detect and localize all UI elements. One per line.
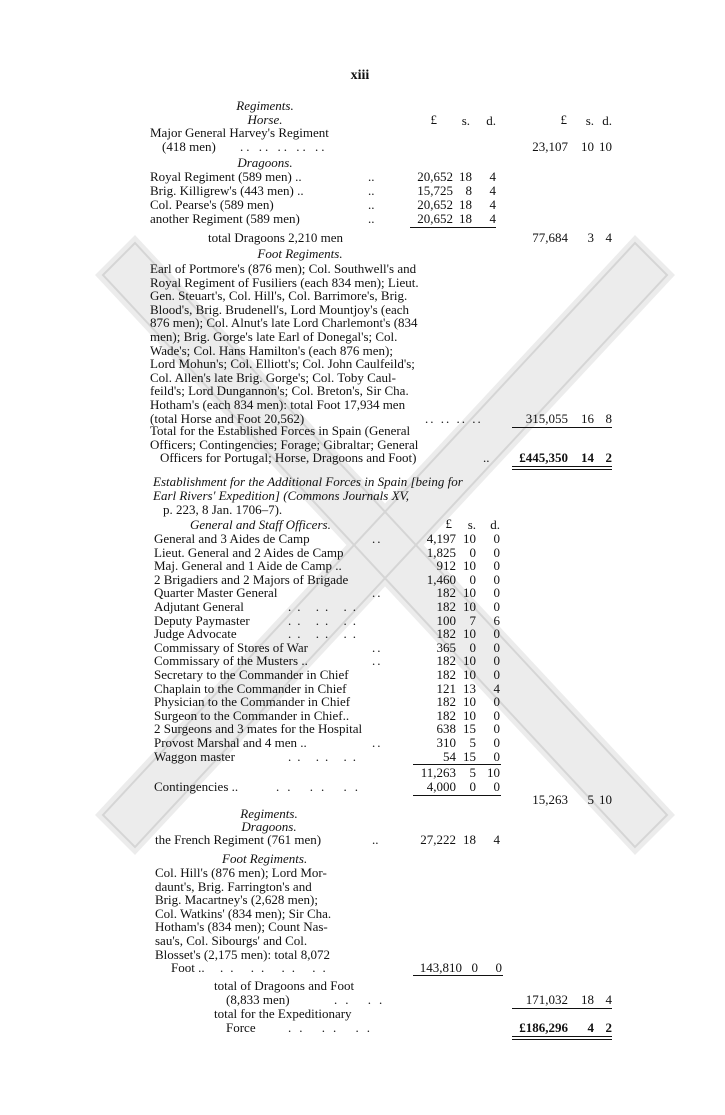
staff-pence: 0 [493,585,500,601]
staff-shillings: 10 [463,653,476,669]
staff-pounds: 912 [436,558,456,574]
expedition-foot-dots: .. .. .. .. [220,960,333,975]
expedition-total-pence: 2 [605,1020,612,1035]
dragoon-dots: .. [368,211,375,226]
dragoons-foot-total-shillings: 18 [581,992,594,1007]
staff-dots: .. .. .. [288,599,362,614]
staff-name: Quarter Master General [154,585,278,601]
staff-total-pounds: 15,263 [532,792,568,807]
expedition-force-label: Force [226,1020,256,1035]
french-regiment-pounds: 27,222 [420,832,456,847]
paragraph-line: 876 men); Col. Alnut's late Lord Charlemont's (834 [150,315,418,331]
staff-subtotal-pounds: 11,263 [420,765,456,780]
paragraph-line: Earl of Portmore's (876 men); Col. Southwell's and [150,261,417,276]
dragoon-pence: 4 [489,211,496,226]
dragoons-foot-total-pence: 4 [605,992,612,1007]
harvey-shillings: 10 [581,139,594,154]
additional-forces-citation: p. 223, 8 Jan. 1706–7). [163,502,283,517]
foot-dots: .. .. .. .. [425,411,483,426]
dragoon-dots: .. [368,169,375,184]
staff-pence: 0 [493,748,500,764]
foot-total-pounds: 315,055 [525,411,568,426]
staff-shillings: 0 [469,639,476,655]
staff-pence: 4 [493,680,500,696]
dragoons-foot-men-label: (8,833 men) [226,992,290,1007]
harvey-pounds: 23,107 [532,139,568,154]
staff-pence: 0 [493,626,500,642]
staff-pence: 0 [493,639,500,655]
staff-name: 2 Surgeons and 3 mates for the Hospital [154,721,363,737]
staff-pounds: 1,825 [426,544,456,560]
contingencies-pence: 0 [493,779,500,794]
shilling-header: s. [461,113,470,128]
established-last-line: Officers for Portugal; Horse, Dragoons and Foot) [160,450,417,465]
staff-pounds: 1,460 [426,571,456,587]
foot-total-shillings: 16 [581,411,594,426]
harvey-dots: .. .. .. .. .. [240,139,328,154]
staff-shillings: 15 [463,748,476,764]
contingencies-dots: .. .. .. [276,779,366,794]
dragoon-pence: 4 [489,197,496,212]
expedition-foot-shillings: 0 [471,960,478,975]
foot-regiments-heading-2: Foot Regiments. [222,851,308,866]
staff-pence: 0 [493,558,500,574]
expedition-foot-last-label: Foot .. [171,960,205,975]
staff-subtotal-shillings: 5 [469,765,476,780]
dragoon-pounds: 15,725 [417,183,453,198]
staff-pence: 0 [493,667,500,682]
staff-name: Surgeon to the Commander in Chief.. [154,707,350,723]
dragoon-name: Brig. Killigrew's (443 men) .. [150,183,304,198]
staff-name: Adjutant General [154,599,244,614]
staff-name: Maj. General and 1 Aide de Camp .. [154,558,342,574]
staff-name: 2 Brigadiers and 2 Majors of Brigade [154,571,349,587]
staff-shillings: 13 [463,680,476,696]
staff-shillings: 10 [463,558,476,574]
expedition-total-dots: .. .. .. [288,1020,378,1035]
staff-pence: 0 [493,694,500,710]
pence-header-total: d. [602,113,612,128]
staff-shillings: 0 [469,544,476,560]
dragoon-pounds: 20,652 [417,197,453,212]
dragoons-foot-dots: .. .. [334,992,391,1007]
staff-pound-header: £ [445,516,452,531]
paragraph-line: sau's, Col. Sibourgs' and Col. [155,932,308,948]
paragraph-line: Brig. Macartney's (2,628 men); [155,892,318,908]
dragoon-shillings: 18 [459,169,472,184]
contingencies-pounds: 4,000 [426,779,456,794]
staff-name: Secretary to the Commander in Chief [154,667,349,682]
dragoon-shillings: 18 [459,211,472,226]
paragraph-line: Total for the Established Forces in Spain (General [150,423,411,438]
foot-regiments-heading: Foot Regiments. [257,246,343,261]
staff-dots: .. [372,735,383,750]
paragraph-line: Blosset's (2,175 men): total 8,072 [155,946,330,962]
regiments-heading: Regiments. [236,98,294,113]
paragraph-line: Gen. Steuart's, Col. Hill's, Col. Barrimore's, Brig. [150,288,408,304]
french-regiment-pence: 4 [493,832,500,847]
established-forces-paragraph [150,424,496,451]
paragraph-line: Blood's, Brig. Brudenell's, Lord Mountjoy's (each [150,301,410,317]
staff-pounds: 4,197 [426,531,456,546]
staff-shillings: 10 [463,667,476,682]
staff-shillings: 10 [463,694,476,710]
paragraph-line: Wade's; Col. Hans Hamilton's (each 876 men); [150,342,394,358]
staff-pounds: 121 [436,680,456,696]
pence-header: d. [486,113,496,128]
expedition-total-shillings: 4 [587,1020,594,1035]
paragraph-line: Col. Allen's late Brig. Gorge's; Col. Toby Caul- [150,369,396,385]
staff-name: Provost Marshal and 4 men .. [154,735,307,750]
dragoon-pence: 4 [489,169,496,184]
expedition-total-label: total for the Expeditionary [214,1006,352,1021]
staff-shillings: 5 [469,735,476,750]
established-total-pounds: £445,350 [519,450,568,465]
staff-dots: .. .. .. [288,626,362,642]
staff-shillings: 10 [463,531,476,546]
harvey-men-label: (418 men) [162,139,216,154]
staff-dots: .. [372,639,383,655]
dragoons-heading-2: Dragoons. [241,819,297,834]
staff-dots: .. .. .. [288,748,362,764]
heading-line: Earl Rivers' Expedition] (Commons Journals XV, [153,487,410,503]
dragoons-total-pence: 4 [605,230,612,245]
dragoon-pence: 4 [489,183,496,198]
dragoons-total-shillings: 3 [587,230,594,245]
staff-pence: 0 [493,721,500,737]
dragoons-foot-rule [512,1008,612,1009]
staff-pence: 0 [493,735,500,750]
staff-officers-heading: General and Staff Officers. [190,517,331,532]
staff-dots: .. [372,653,383,669]
french-regiment-dots: .. [372,832,379,847]
staff-dots: .. .. .. [288,612,362,628]
heading-line: Establishment for the Additional Forces in Spain [being for [153,474,463,489]
paragraph-line: daunt's, Brig. Farrington's and [155,878,312,894]
regiments-heading-2: Regiments. [240,806,298,821]
staff-name: Chaplain to the Commander in Chief [154,680,347,696]
harvey-pence: 10 [599,139,612,154]
staff-name: Physician to the Commander in Chief [154,694,351,710]
established-dots: .. [483,450,490,465]
staff-pence: 0 [493,571,500,587]
contingencies-shillings: 0 [469,779,476,794]
staff-shillings: 10 [463,626,476,642]
established-total-shillings: 14 [581,450,594,465]
paragraph-line: Col. Watkins' (834 men); Sir Cha. [155,905,332,921]
pound-header-total: £ [560,112,567,127]
horse-heading: Horse. [247,112,283,127]
dragoon-name: Royal Regiment (589 men) .. [150,169,302,184]
expedition-foot-pounds: 143,810 [419,960,462,975]
dragoon-pounds: 20,652 [417,211,453,226]
dragoons-total-label: total Dragoons 2,210 men [208,230,344,245]
expedition-foot-rule [413,975,503,976]
staff-pence-header: d. [490,517,500,532]
staff-total-shillings: 5 [587,792,594,807]
established-double-rule [512,466,612,470]
staff-name: General and 3 Aides de Camp [154,531,310,546]
staff-pounds: 365 [436,639,456,655]
staff-pounds: 182 [436,707,456,723]
dragoon-name: Col. Pearse's (589 men) [150,197,274,212]
contingencies-label: Contingencies .. [154,779,239,794]
staff-dots: .. [372,585,383,601]
dragoon-name: another Regiment (589 men) [150,211,300,226]
paragraph-line: Lord Mohun's; Col. Elliott's; Col. John Caulfeild's; [150,356,415,372]
staff-pounds: 182 [436,694,456,710]
foot-regiments-paragraph [150,262,496,425]
dragoons-heading: Dragoons. [237,155,293,170]
staff-name: Commissary of Stores of War [154,639,308,655]
staff-shillings: 0 [469,571,476,587]
staff-pence: 6 [493,612,500,628]
harvey-regiment-label: Major General Harvey's Regiment [150,125,329,140]
staff-pounds: 100 [436,612,456,628]
staff-pence: 0 [493,707,500,723]
paragraph-line: Col. Hill's (876 men); Lord Mor- [155,865,327,880]
staff-pounds: 54 [443,748,456,764]
staff-pounds: 182 [436,667,456,682]
expedition-double-rule [512,1036,612,1040]
french-regiment-label: the French Regiment (761 men) [155,832,322,847]
staff-shillings: 10 [463,599,476,614]
dragoons-total-pounds: 77,684 [532,230,568,245]
dragoons-sum-rule [410,227,496,228]
staff-name: Commissary of the Musters .. [154,653,308,669]
staff-pounds: 182 [436,653,456,669]
staff-shillings: 15 [463,721,476,737]
dragoon-shillings: 8 [465,183,472,198]
paragraph-line: (total Horse and Foot 20,562) [150,410,305,426]
established-total-pence: 2 [605,450,612,465]
dragoons-foot-total-label: total of Dragoons and Foot [214,978,355,993]
staff-pence: 0 [493,531,500,546]
staff-shillings: 10 [463,585,476,601]
expedition-foot-paragraph [155,866,388,961]
pound-header: £ [430,112,437,127]
staff-pence: 0 [493,599,500,614]
staff-pounds: 182 [436,599,456,614]
staff-shilling-header: s. [467,517,476,532]
staff-name: Judge Advocate [154,626,237,642]
staff-subtotal-pence: 10 [487,765,500,780]
expedition-total-pounds: £186,296 [519,1020,568,1035]
staff-pence: 0 [493,544,500,560]
staff-pounds: 310 [436,735,456,750]
paragraph-line: Hotham's (834 men); Count Nas- [155,919,328,935]
dragoon-dots: .. [368,197,375,212]
dragoon-pounds: 20,652 [417,169,453,184]
staff-dots: .. [372,531,383,546]
paragraph-line: Royal Regiment of Fusiliers (each 834 men); Lieut. [150,274,419,290]
staff-name: Deputy Paymaster [154,612,250,628]
shilling-header-total: s. [585,113,594,128]
dragoon-dots: .. [368,183,375,198]
french-regiment-shillings: 18 [463,832,476,847]
dragoon-shillings: 18 [459,197,472,212]
staff-total-pence: 10 [599,792,612,807]
staff-shillings: 10 [463,707,476,723]
staff-pounds: 182 [436,626,456,642]
dragoons-foot-total-pounds: 171,032 [525,992,568,1007]
staff-shillings: 7 [469,612,476,628]
foot-total-pence: 8 [605,411,612,426]
staff-pounds: 638 [436,721,456,737]
staff-name: Lieut. General and 2 Aides de Camp [154,544,344,560]
staff-pence: 0 [493,653,500,669]
paragraph-line: Officers; Contingencies; Forage; Gibraltar; General [150,436,419,452]
paragraph-line: Hotham's (each 834 men): total Foot 17,934 men [150,396,406,412]
page-number: xiii [350,68,370,83]
expedition-foot-pence: 0 [495,960,502,975]
foot-sum-rule [512,427,612,428]
staff-name: Waggon master [154,748,235,764]
paragraph-line: men); Brig. Gorge's late Earl of Donegal's; Col. [150,328,398,344]
contingencies-sum-rule [413,795,501,796]
additional-forces-heading [153,475,496,502]
staff-pounds: 182 [436,585,456,601]
paragraph-line: feild's; Lord Dungannon's; Col. Breton's, Sir Cha. [150,383,409,399]
